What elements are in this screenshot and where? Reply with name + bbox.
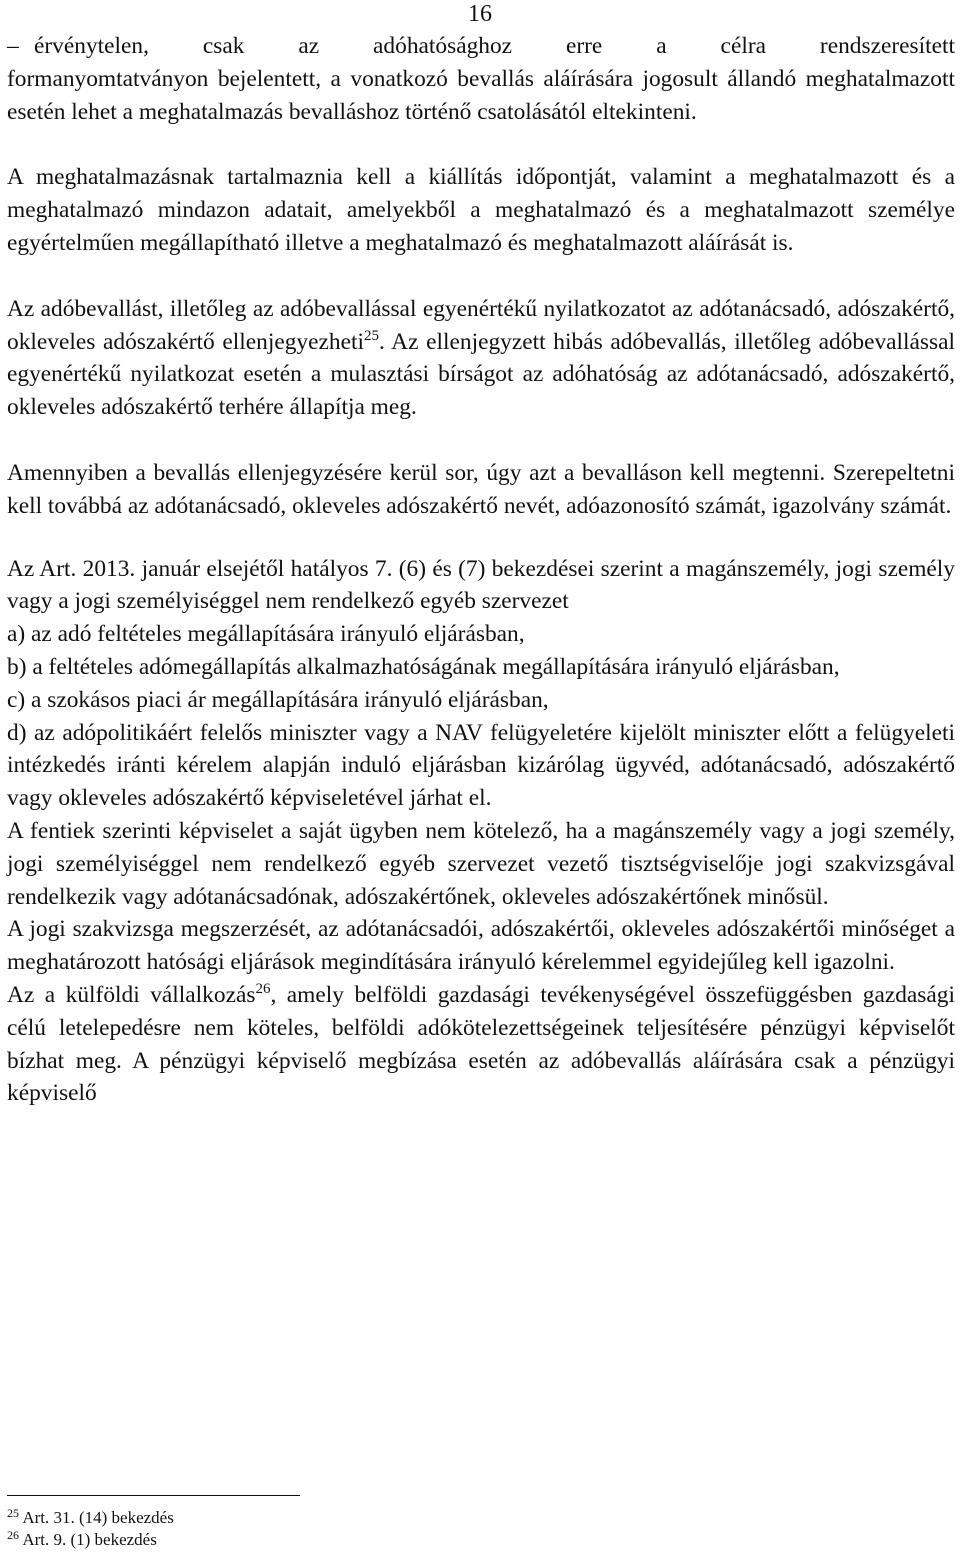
dash-marker: –	[7, 33, 19, 59]
foreign-enterprise-text-cont: , amely belföldi gazdasági tevékenységével összefüggésben gazdasági célú letelepedésre nem köteles, belföldi adókötelezettségeinek teljesítésére pénzügyi képviselőt bízhat meg. A pénzügyi képviselő megbízása esetén az adóbevallás aláírására csak a pénzügyi képviselő	[7, 981, 955, 1107]
list-item-d: d) az adópolitikáért felelős miniszter vagy a NAV felügyeletére kijelölt miniszter előtt a felügyeleti intézkedés iránti kérelem alapján induló eljárásban kizárólag ügyvéd, adótanácsadó, adószakértő vagy okleveles adószakértő képviseletével járhat el.	[7, 719, 955, 812]
paragraph-dash-item-continuation: formanyomtatványon bejelentett, a vonatkozó bevallás aláírására jogosult állandó meghatalmazott esetén lehet a meghatalmazás bevalláshoz történő csatolásától eltekinteni.	[7, 65, 955, 125]
countersign-text: Az adóbevallást, illetőleg az adóbevallással egyenértékű nyilatkozatot az adótanácsadó, adószakértő, okleveles adószakértő ellenjegyezheti	[7, 295, 955, 355]
paragraph-dash-item	[7, 30, 955, 63]
list-item-a: a) az adó feltételes megállapítására irányuló eljárásban,	[7, 621, 525, 648]
footnote-number: 25	[7, 1506, 19, 1520]
document-body	[7, 30, 955, 1110]
footnote-25	[7, 1507, 174, 1529]
footnote-text: Art. 31. (14) bekezdés	[22, 1508, 174, 1527]
footnote-text: Art. 9. (1) bekezdés	[22, 1530, 157, 1549]
list-item-b: b) a feltételes adómegállapítás alkalmazhatóságának megállapítására irányuló eljárásban,	[7, 653, 840, 680]
paragraph-art-2013: Az Art. 2013. január elsejétől hatályos 7. (6) és (7) bekezdései szerint a magánszemély, jogi személy vagy a jogi személyiséggel nem rendelkező egyéb szervezet	[7, 555, 955, 615]
paragraph-countersign	[7, 293, 955, 424]
paragraph-countersign-place: Amennyiben a bevallás ellenjegyzésére kerül sor, úgy azt a bevalláson kell megtenni. Szerepeltetni kell továbbá az adótanácsadó, okleveles adószakértő nevét, adóazonosító számát, igazolvány számát.	[7, 459, 955, 519]
list-item-c: c) a szokásos piaci ár megállapítására irányuló eljárásban,	[7, 686, 549, 713]
paragraph-representation-exemption: A fentiek szerinti képviselet a saját ügyben nem kötelező, ha a magánszemély vagy a jogi személy, jogi személyiséggel nem rendelkező egyéb szervezet vezető tisztségviselője jogi szakvizsgával rendelkezik vagy adótanácsadónak, adószakértőnek, okleveles adószakértőnek minősül.	[7, 817, 955, 910]
page-number: 16	[468, 1, 492, 27]
paragraph-authorization-content: A meghatalmazásnak tartalmaznia kell a kiállítás időpontját, valamint a meghatalmazott és a meghatalmazó mindazon adatait, amelyekből a meghatalmazó és a meghatalmazott személye egyértelműen megállapítható illetve a meghatalmazó és meghatalmazott aláírását is.	[7, 164, 955, 256]
paragraph-legal-exam: A jogi szakvizsga megszerzését, az adótanácsadói, adószakértői, okleveles adószakértői minőséget a meghatározott hatósági eljárások megindítására irányuló kérelemmel egyidejűleg kell igazolni.	[7, 916, 955, 976]
dash-item-first-line: érvénytelen, csak az adóhatósághoz erre a célra rendszeresített	[34, 33, 955, 59]
paragraph-foreign-enterprise	[7, 979, 955, 1110]
footnote-number: 26	[7, 1528, 19, 1542]
footnotes	[7, 1507, 174, 1551]
countersign-text-cont: . Az ellenjegyzett hibás adóbevallás, illetőleg adóbevallással egyenértékű nyilatkozat esetén a mulasztási bírságot az adóhatóság az adótanácsadó, adószakértő, okleveles adószakértő terhére állapítja meg.	[7, 328, 955, 421]
footnote-ref-25[interactable]: 25	[363, 327, 379, 344]
footnote-26	[7, 1529, 174, 1551]
foreign-enterprise-text: Az a külföldi vállalkozás	[7, 981, 256, 1008]
footnote-separator	[7, 1495, 300, 1496]
footnote-ref-26[interactable]: 26	[255, 980, 271, 997]
